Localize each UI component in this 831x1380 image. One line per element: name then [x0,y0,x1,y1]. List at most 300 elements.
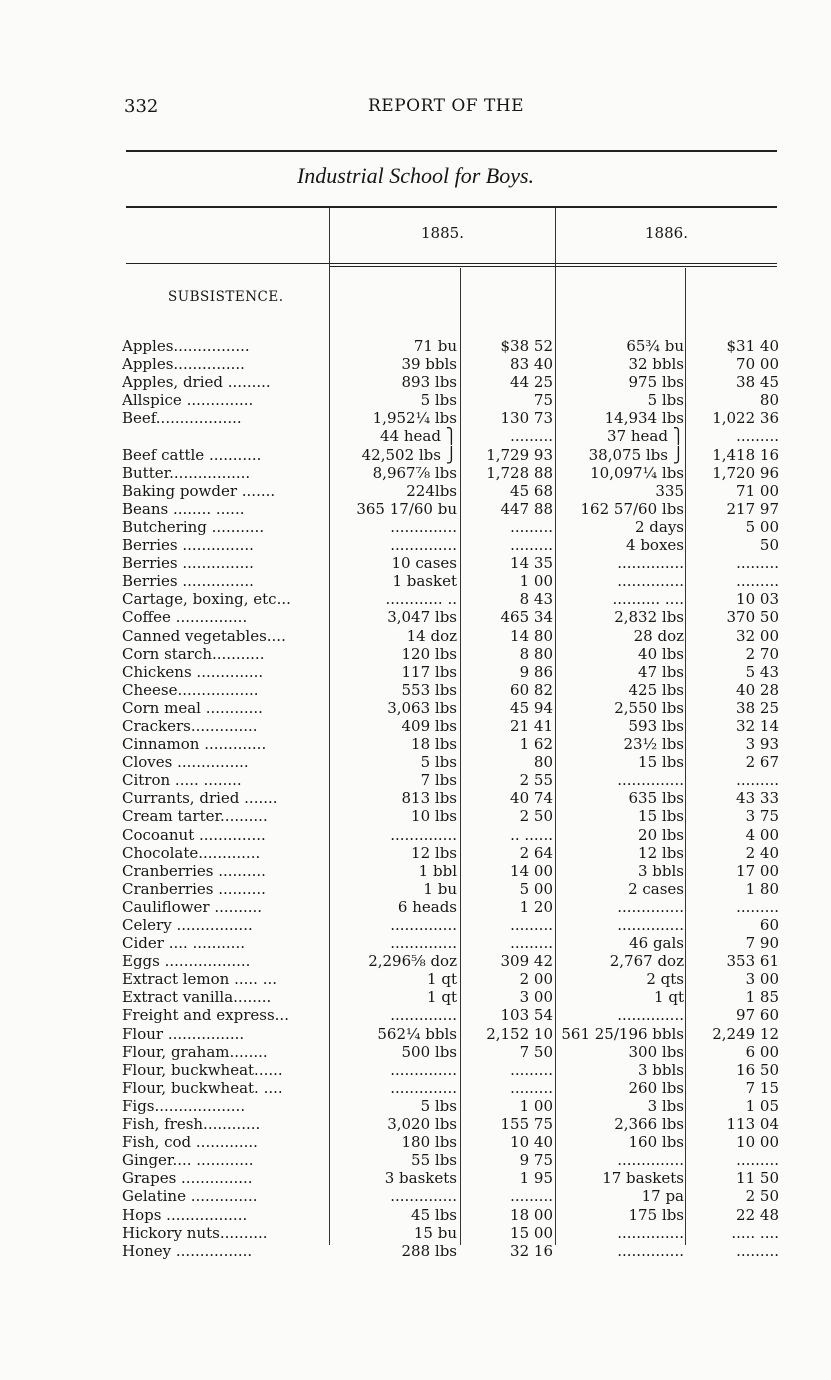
table-row [0,1242,831,1260]
quantity-1886: 38,075 lbs ⎭ [588,445,684,464]
table-row [0,1151,831,1169]
item-name: Butchering ........... [122,517,265,536]
running-head: REPORT OF THE [368,96,525,116]
amount-1886: ......... [736,572,779,591]
quantity-1886: 14,934 lbs [604,409,684,428]
amount-1886: 10 00 [736,1133,779,1152]
item-name: Apples, dried ......... [122,373,271,392]
amount-1885: 9 75 [519,1151,553,1170]
table-row [0,1025,831,1043]
quantity-1885: 365 17/60 bu [356,499,457,518]
quantity-1885: 44 head ⎫ [380,427,457,446]
amount-1886: $31 40 [726,337,779,355]
quantity-1885: 180 lbs [401,1133,457,1152]
quantity-1886: 260 lbs [628,1078,684,1097]
table-row [0,988,831,1006]
quantity-1886: 17 baskets [602,1169,684,1188]
amount-1886: 1 05 [745,1096,779,1115]
table-row [0,391,831,409]
quantity-1886: .............. [617,554,684,573]
table-row [0,862,831,880]
amount-1885: 1 95 [519,1169,553,1188]
amount-1886: 43 33 [736,789,779,808]
quantity-1886: 3 bbls [637,1060,684,1079]
amount-1885: 1 00 [519,1096,553,1115]
amount-1886: 32 14 [736,716,779,735]
quantity-1886: 47 lbs [638,662,684,681]
amount-1886: ......... [736,771,779,790]
item-name: Allspice .............. [122,391,254,410]
table-row [0,970,831,988]
amount-1886: 7 90 [745,934,779,953]
item-name: Cocoanut .............. [122,825,266,844]
quantity-1885: .............. [390,1187,457,1206]
amount-1886: 2 70 [745,644,779,663]
item-name: Cloves ............... [122,753,249,772]
table-row [0,1061,831,1079]
amount-1885: 1 20 [519,897,553,916]
quantity-1885: .............. [390,934,457,953]
quantity-1886: .............. [617,1223,684,1242]
table-row [0,1169,831,1187]
quantity-1886: 2 cases [628,879,684,898]
quantity-1885: 2,296⅝ doz [368,952,457,971]
item-name: Apples............... [122,355,245,374]
amount-1886: ......... [736,897,779,916]
amount-1885: .. ...... [510,825,553,844]
table-row [0,1206,831,1224]
quantity-1886: 3 bbls [637,861,684,880]
item-name: Flour ................ [122,1024,245,1043]
quantity-1886: 2 days [634,517,684,536]
table-row [0,1133,831,1151]
section-heading: SUBSISTENCE. [168,289,284,305]
item-name: Extract vanilla........ [122,988,272,1007]
quantity-1885: 10 lbs [411,807,457,826]
amount-1886: 4 00 [745,825,779,844]
item-name: Honey ................ [122,1241,253,1260]
quantity-1885: .............. [390,536,457,555]
year-1885-header: 1885. [421,224,464,242]
item-name: Grapes ............... [122,1169,253,1188]
item-name: Canned vegetables.... [122,626,286,645]
table-row [0,373,831,391]
quantity-1885: 5 lbs [420,753,457,772]
quantity-1885: 5 lbs [420,1096,457,1115]
amount-1886: 6 00 [745,1042,779,1061]
quantity-1886: .............. [617,572,684,591]
amount-1886: 113 04 [726,1115,779,1134]
item-name: Beans ........ ...... [122,499,245,518]
table-row [0,464,831,482]
amount-1885: 309 42 [500,952,553,971]
item-name: Ginger.... ............ [122,1151,254,1170]
quantity-1885: .............. [390,1006,457,1025]
amount-1886: ..... .... [731,1223,779,1242]
amount-1885: 75 [533,391,553,410]
quantity-1885: ............ .. [385,590,457,609]
amount-1886: 2 40 [745,843,779,862]
item-name: Berries ............... [122,536,254,555]
quantity-1885: 1 basket [392,572,457,591]
item-name: Eggs .................. [122,952,251,971]
item-name: Cartage, boxing, etc... [122,590,291,609]
table-row [0,627,831,645]
quantity-1886: .............. [617,916,684,934]
item-name: Figs................... [122,1096,246,1115]
quantity-1885: 562¼ bbls [377,1024,457,1043]
item-name: Cider .... ........... [122,934,245,953]
item-name: Hops ................. [122,1205,248,1224]
quantity-1885: 3 baskets [384,1169,457,1188]
item-name: Crackers.............. [122,716,258,735]
quantity-1885: 39 bbls [401,355,457,374]
amount-1886: 1,720 96 [712,463,779,482]
table-row [0,572,831,590]
quantity-1886: 28 doz [633,626,684,645]
amount-1885: $38 52 [500,337,553,355]
amount-1885: 1 00 [519,572,553,591]
amount-1886: 11 50 [736,1169,779,1188]
amount-1885: 2 55 [519,771,553,790]
item-name: Cream tarter.......... [122,807,268,826]
amount-1885: 21 41 [510,716,553,735]
amount-1885: ......... [510,934,553,953]
quantity-1886: 32 bbls [628,355,684,374]
amount-1886: 1 85 [745,988,779,1007]
quantity-1886: 162 57/60 lbs [580,499,684,518]
quantity-1885: .............. [390,1078,457,1097]
quantity-1886: 425 lbs [628,680,684,699]
quantity-1885: 288 lbs [401,1241,457,1260]
amount-1885: 2 64 [519,843,553,862]
amount-1886: 38 45 [736,373,779,392]
quantity-1885: 14 doz [406,626,457,645]
quantity-1885: .............. [390,825,457,844]
table-row [0,1006,831,1024]
quantity-1886: .............. [617,771,684,790]
quantity-1886: 4 boxes [626,536,684,555]
amount-1885: 45 94 [510,698,553,717]
amount-1886: 5 00 [745,517,779,536]
item-name: Cinnamon ............. [122,735,267,754]
quantity-1886: .............. [617,1151,684,1170]
amount-1885: ......... [510,916,553,934]
amount-1885: 1,728 88 [486,463,553,482]
table-row [0,518,831,536]
quantity-1886: 975 lbs [628,373,684,392]
amount-1886: 1,022 36 [712,409,779,428]
amount-1885: 1,729 93 [486,445,553,464]
item-name: Berries ............... [122,572,254,591]
table-row [0,500,831,518]
quantity-1885: 42,502 lbs ⎭ [361,445,457,464]
table-row [0,1187,831,1205]
item-name: Celery ................ [122,916,253,934]
item-name: Cauliflower .......... [122,897,263,916]
amount-1886: 97 60 [736,1006,779,1025]
table-row [0,554,831,572]
quantity-1886: 20 lbs [638,825,684,844]
quantity-1886: 2,767 doz [609,952,684,971]
amount-1886: 3 00 [745,970,779,989]
quantity-1886: 300 lbs [628,1042,684,1061]
amount-1885: 40 74 [510,789,553,808]
table-row [0,608,831,626]
quantity-1886: 2 qts [646,970,684,989]
amount-1886: 80 [759,391,779,410]
item-name: Cranberries .......... [122,879,266,898]
amount-1885: 8 80 [519,644,553,663]
quantity-1885: 409 lbs [401,716,457,735]
header-top-rule [126,206,777,208]
amount-1885: 3 00 [519,988,553,1007]
quantity-1885: 1 qt [427,988,457,1007]
table-title: Industrial School for Boys. [296,163,535,188]
table-row [0,663,831,681]
amount-1885: ......... [510,1060,553,1079]
item-name: Coffee ............... [122,608,248,627]
amount-1885: 14 35 [510,554,553,573]
amount-1885: 130 73 [500,409,553,428]
header-bottom-rule [126,263,777,264]
item-name: Flour, buckwheat...... [122,1060,283,1079]
amount-1886: ......... [736,554,779,573]
table-row [0,807,831,825]
table-row [0,1224,831,1242]
quantity-1885: 5 lbs [420,391,457,410]
item-name: Apples................ [122,337,250,355]
amount-1886: 16 50 [736,1060,779,1079]
amount-1885: 7 50 [519,1042,553,1061]
quantity-1885: 45 lbs [411,1205,457,1224]
quantity-1885: 7 lbs [420,771,457,790]
amount-1886: 1,418 16 [712,445,779,464]
table-row [0,645,831,663]
quantity-1885: 12 lbs [411,843,457,862]
amount-1886: 17 00 [736,861,779,880]
amount-1886: 71 00 [736,481,779,500]
amount-1886: 2 50 [745,1187,779,1206]
amount-1886: 3 75 [745,807,779,826]
quantity-1885: 224lbs [406,481,457,500]
quantity-1886: 10,097¼ lbs [590,463,684,482]
amount-1886: ......... [736,1151,779,1170]
quantity-1885: 3,047 lbs [387,608,457,627]
item-name: Fish, fresh............ [122,1115,261,1134]
quantity-1886: 2,832 lbs [614,608,684,627]
quantity-1885: 117 lbs [401,662,457,681]
quantity-1885: 893 lbs [401,373,457,392]
amount-1885: 2 50 [519,807,553,826]
table-row [0,789,831,807]
quantity-1885: .............. [390,916,457,934]
amount-1886: 217 97 [726,499,779,518]
item-name: Flour, buckwheat. .... [122,1078,283,1097]
quantity-1885: 55 lbs [411,1151,457,1170]
item-name: Freight and express... [122,1006,289,1025]
quantity-1886: .............. [617,897,684,916]
table-row [0,681,831,699]
quantity-1886: 5 lbs [647,391,684,410]
quantity-1886: 15 lbs [638,807,684,826]
amount-1885: 10 40 [510,1133,553,1152]
table-row [0,880,831,898]
quantity-1885: 120 lbs [401,644,457,663]
amount-1885: 8 43 [519,590,553,609]
quantity-1886: 46 gals [629,934,684,953]
table-row [0,717,831,735]
quantity-1886: 23½ lbs [623,735,684,754]
item-name: Hickory nuts.......... [122,1223,268,1242]
amount-1885: 15 00 [510,1223,553,1242]
amount-1886: 10 03 [736,590,779,609]
quantity-1886: 40 lbs [638,644,684,663]
page-number: 332 [124,96,159,117]
amount-1885: 447 88 [500,499,553,518]
amount-1886: ......... [736,427,779,446]
amount-1886: 2 67 [745,753,779,772]
quantity-1885: 71 bu [413,337,457,355]
item-name: Beef cattle ........... [122,445,262,464]
item-name: Berries ............... [122,554,254,573]
amount-1886: 50 [759,536,779,555]
quantity-1885: .............. [390,517,457,536]
quantity-1885: 500 lbs [401,1042,457,1061]
header-bottom-rule-2 [330,266,777,267]
table-row [0,1079,831,1097]
quantity-1885: 553 lbs [401,680,457,699]
item-name: Baking powder ....... [122,481,276,500]
amount-1886: 1 80 [745,879,779,898]
quantity-1885: 6 heads [397,897,457,916]
amount-1885: 1 62 [519,735,553,754]
table-row [0,826,831,844]
amount-1886: 32 00 [736,626,779,645]
amount-1885: 18 00 [510,1205,553,1224]
table-row [0,771,831,789]
amount-1885: 103 54 [500,1006,553,1025]
table-row [0,536,831,554]
item-name: Extract lemon ..... ... [122,970,278,989]
table-row [0,590,831,608]
quantity-1885: 10 cases [391,554,457,573]
table-row [0,427,831,445]
amount-1885: ......... [510,427,553,446]
quantity-1885: 1 bu [423,879,457,898]
table-row [0,844,831,862]
quantity-1885: 8,967⅞ lbs [372,463,457,482]
table-row [0,898,831,916]
quantity-1886: 160 lbs [628,1133,684,1152]
quantity-1885: 1 qt [427,970,457,989]
quantity-1886: 1 qt [654,988,684,1007]
quantity-1886: 2,550 lbs [614,698,684,717]
quantity-1885: 813 lbs [401,789,457,808]
amount-1886: 60 [759,916,779,934]
amount-1885: 465 34 [500,608,553,627]
amount-1885: 5 00 [519,879,553,898]
amount-1885: ......... [510,536,553,555]
table-row [0,735,831,753]
quantity-1886: 65¾ bu [626,337,684,355]
amount-1886: 70 00 [736,355,779,374]
quantity-1886: 561 25/196 bbls [561,1024,684,1043]
amount-1885: 44 25 [510,373,553,392]
item-name: Beef.................. [122,409,242,428]
subsistence-table-body [0,337,831,1260]
amount-1885: 14 80 [510,626,553,645]
amount-1885: 2 00 [519,970,553,989]
quantity-1886: 175 lbs [628,1205,684,1224]
quantity-1886: 37 head ⎫ [607,427,684,446]
quantity-1886: 593 lbs [628,716,684,735]
amount-1886: 40 28 [736,680,779,699]
item-name: Butter................. [122,463,251,482]
amount-1885: ......... [510,517,553,536]
quantity-1886: 17 pa [641,1187,684,1206]
table-row [0,355,831,373]
table-row [0,1097,831,1115]
table-row [0,409,831,427]
quantity-1885: 18 lbs [411,735,457,754]
quantity-1885: 1 bbl [418,861,457,880]
amount-1885: ......... [510,1187,553,1206]
amount-1886: 38 25 [736,698,779,717]
amount-1885: 80 [533,753,553,772]
quantity-1886: 335 [655,481,684,500]
amount-1886: 5 43 [745,662,779,681]
year-1886-header: 1886. [645,224,688,242]
amount-1886: 370 50 [726,608,779,627]
amount-1885: 155 75 [500,1115,553,1134]
table-row [0,482,831,500]
amount-1885: ......... [510,1078,553,1097]
amount-1886: 3 93 [745,735,779,754]
table-row [0,446,831,464]
amount-1885: 83 40 [510,355,553,374]
amount-1886: ......... [736,1241,779,1260]
table-row [0,952,831,970]
item-name: Cranberries .......... [122,861,266,880]
amount-1886: 353 61 [726,952,779,971]
amount-1885: 32 16 [510,1241,553,1260]
quantity-1886: 12 lbs [638,843,684,862]
amount-1886: 7 15 [745,1078,779,1097]
table-row [0,1115,831,1133]
table-row [0,337,831,355]
amount-1885: 60 82 [510,680,553,699]
item-name: Citron ..... ........ [122,771,242,790]
quantity-1885: 1,952¼ lbs [372,409,457,428]
quantity-1885: .............. [390,1060,457,1079]
item-name: Chocolate............. [122,843,261,862]
quantity-1886: 2,366 lbs [614,1115,684,1134]
quantity-1886: 15 lbs [638,753,684,772]
quantity-1886: 635 lbs [628,789,684,808]
amount-1885: 2,152 10 [486,1024,553,1043]
quantity-1885: 3,020 lbs [387,1115,457,1134]
amount-1885: 45 68 [510,481,553,500]
item-name: Corn starch........... [122,644,265,663]
item-name: Flour, graham........ [122,1042,268,1061]
table-row [0,916,831,934]
top-rule [126,150,777,152]
quantity-1886: 3 lbs [647,1096,684,1115]
quantity-1886: .......... .... [612,590,684,609]
amount-1885: 14 00 [510,861,553,880]
amount-1885: 9 86 [519,662,553,681]
